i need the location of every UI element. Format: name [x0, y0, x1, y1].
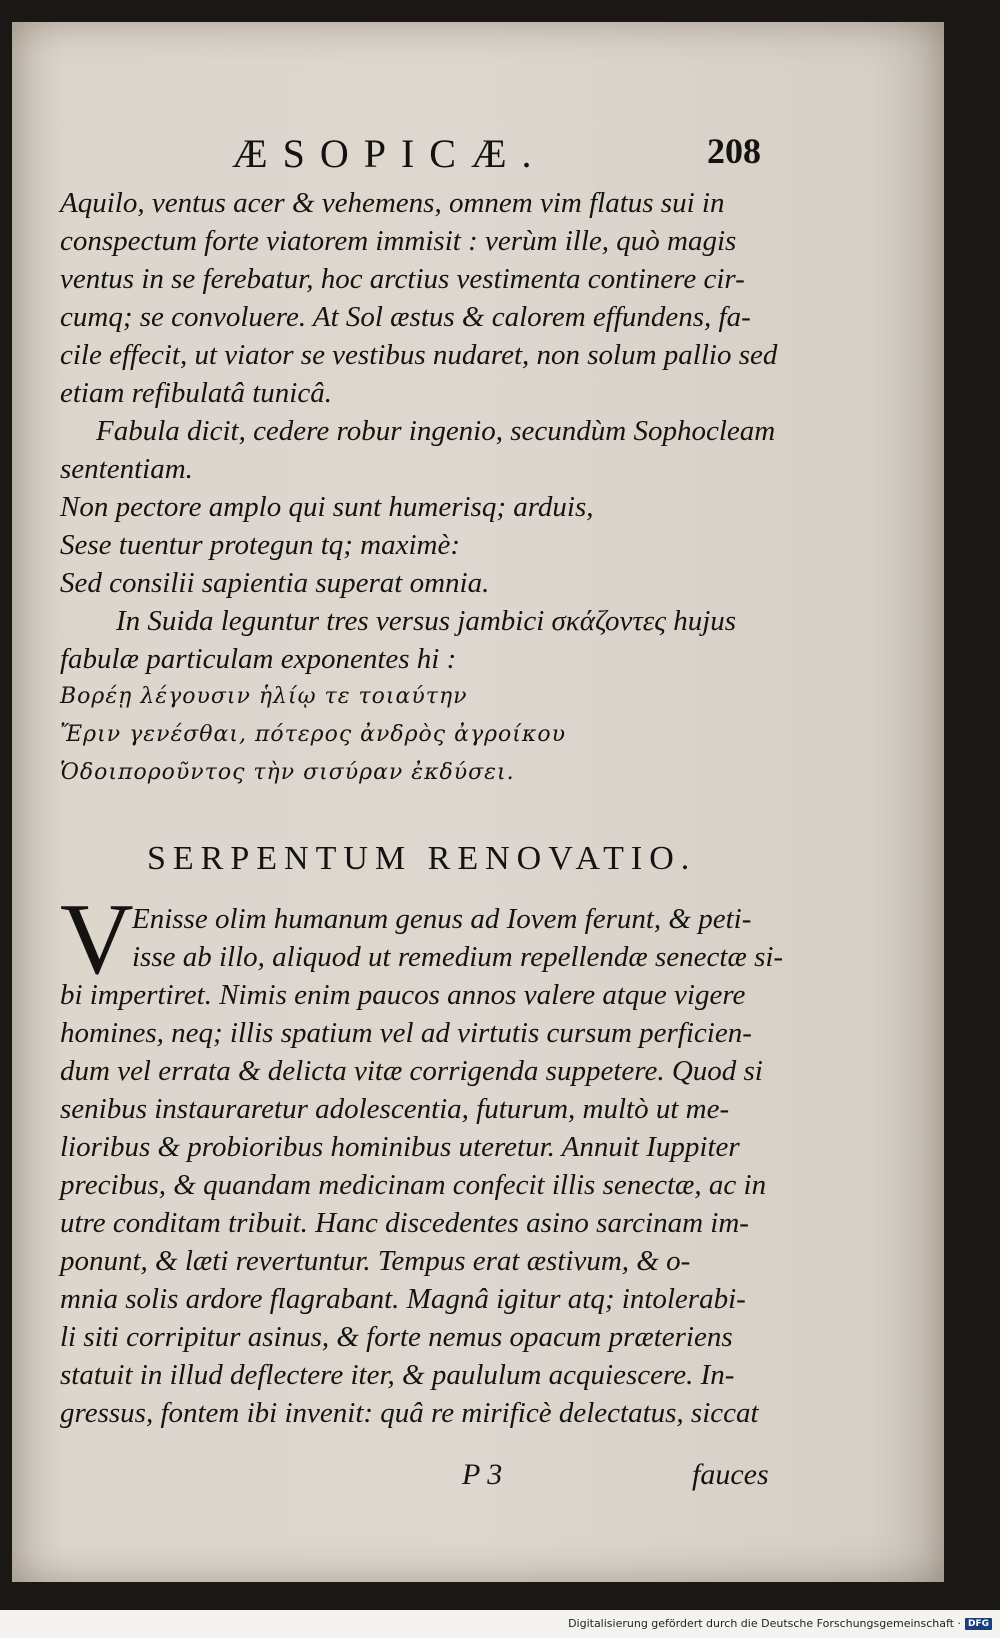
verse-line: Sed consilii sapientia superat omnia.	[60, 567, 490, 599]
drop-cap: V	[60, 883, 134, 996]
digitization-credit	[568, 1617, 992, 1630]
text-line: statuit in illud deflectere iter, & paululum acquiescere. In-	[60, 1359, 735, 1391]
suida-line: fabulæ particulam exponentes hi :	[60, 643, 457, 675]
page-number: 208	[707, 131, 761, 171]
greek-verse-line: Ἔριν γενέσθαι, πότερος ἀνδρὸς ἀγροίκου	[60, 722, 566, 747]
text-line: ventus in se ferebatur, hoc arctius vestimenta continere cir-	[60, 263, 745, 295]
suida-line: In Suida leguntur tres versus jambici σκάζοντες hujus	[116, 605, 737, 637]
moral-line: Fabula dicit, cedere robur ingenio, secundùm Sophocleam	[96, 415, 776, 447]
greek-verse-line: Ὁδοιποροῦντος τὴν σισύραν ἐκδύσει.	[60, 760, 515, 785]
text-line: dum vel errata & delicta vitæ corrigenda suppetere. Quod si	[60, 1055, 763, 1087]
signature-mark: P 3	[462, 1458, 503, 1491]
dfg-logo: DFG	[965, 1618, 992, 1630]
verse-line: Sese tuentur protegun tq; maximè:	[60, 529, 460, 561]
text-line: homines, neq; illis spatium vel ad virtutis cursum perficien-	[60, 1017, 752, 1049]
page-footer	[12, 1458, 944, 1502]
text-line: bi impertiret. Nimis enim paucos annos valere atque vigere	[60, 979, 746, 1011]
text-line: utre conditam tribuit. Hanc discedentes asino sarcinam im-	[60, 1207, 749, 1239]
text-line: lioribus & probioribus hominibus uteretur. Annuit Iuppiter	[60, 1131, 740, 1163]
section-title: SERPENTUM RENOVATIO.	[147, 840, 697, 877]
text-line: precibus, & quandam medicinam confecit illis senectæ, ac in	[60, 1169, 767, 1201]
fable-text-block	[60, 883, 790, 1432]
text-line: cile effecit, ut viator se vestibus nudaret, non solum pallio sed	[60, 339, 778, 371]
catchword: fauces	[692, 1458, 769, 1491]
book-page	[12, 22, 944, 1582]
text-line: Aquilo, ventus acer & vehemens, omnem vim flatus sui in	[60, 187, 725, 219]
text-line: li siti corripitur asinus, & forte nemus opacum præteriens	[60, 1321, 733, 1353]
page-header	[12, 130, 944, 180]
text-line: mnia solis ardore flagrabant. Magnâ igitur atq; intolerabi-	[60, 1283, 746, 1315]
moral-line: sententiam.	[60, 453, 193, 485]
text-line: etiam refibulatâ tunicâ.	[60, 377, 332, 409]
text-line: isse ab illo, aliquod ut remedium repellendæ senectæ si-	[132, 941, 784, 973]
greek-verse-line: Βορέῃ λέγουσιν ἡλίῳ τε τοιαύτην	[60, 684, 468, 709]
verse-line: Non pectore amplo qui sunt humerisq; arduis,	[60, 491, 594, 523]
text-line: senibus instauraretur adolescentia, futurum, multò ut me-	[60, 1093, 730, 1125]
fable-text-block	[60, 184, 790, 792]
text-line: gressus, fontem ibi invenit: quâ re mirificè delectatus, siccat	[60, 1397, 759, 1429]
text-line: ponunt, & læti revertuntur. Tempus erat æstivum, & o-	[60, 1245, 691, 1277]
text-line: Enisse olim humanum genus ad Iovem ferunt, & peti-	[132, 903, 752, 935]
running-head: ÆSOPICÆ.	[232, 131, 547, 176]
credit-text: Digitalisierung gefördert durch die Deutsche Forschungsgemeinschaft ·	[568, 1617, 961, 1630]
text-line: cumq; se convoluere. At Sol æstus & calorem effundens, fa-	[60, 301, 751, 333]
text-line: conspectum forte viatorem immisit : verùm ille, quò magis	[60, 225, 737, 257]
